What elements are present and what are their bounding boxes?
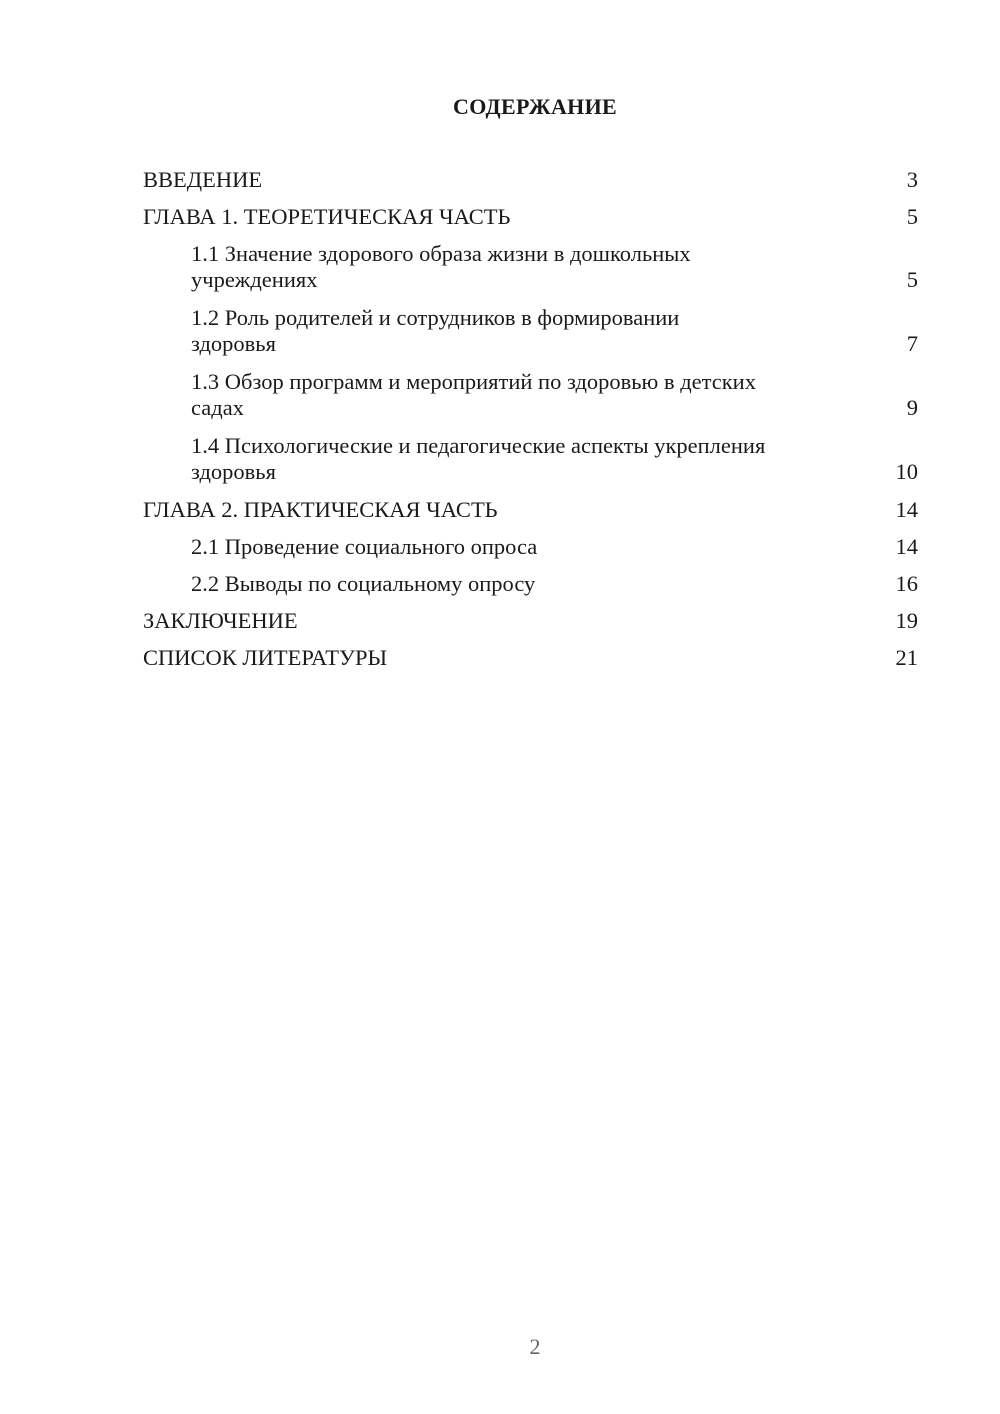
toc-entry-page: 5	[906, 204, 918, 229]
toc-entry-text: ЗАКЛЮЧЕНИЕ	[143, 608, 298, 633]
toc-entry-page: 9	[906, 395, 918, 420]
toc-entry-text: 1.3 Обзор программ и мероприятий по здоровью в детских садах	[191, 369, 756, 420]
toc-entry-page: 7	[906, 331, 918, 356]
toc-entry-page: 5	[906, 267, 918, 292]
toc-entry-page: 16	[895, 571, 918, 596]
toc-entry-chapter-2[interactable]	[143, 497, 918, 534]
table-of-contents	[143, 167, 918, 682]
toc-entry-text: 1.1 Значение здорового образа жизни в дошкольных учреждениях	[191, 241, 691, 292]
toc-entry-section-1-2[interactable]	[143, 305, 918, 369]
toc-entry-section-2-2[interactable]	[143, 571, 918, 608]
toc-entry-conclusion[interactable]	[143, 608, 918, 645]
toc-entry-text: ВВЕДЕНИЕ	[143, 167, 263, 192]
toc-entry-text: ГЛАВА 1. ТЕОРЕТИЧЕСКАЯ ЧАСТЬ	[143, 204, 511, 229]
toc-entry-section-2-1[interactable]	[143, 534, 918, 571]
toc-entry-text: ГЛАВА 2. ПРАКТИЧЕСКАЯ ЧАСТЬ	[143, 497, 498, 522]
toc-entry-page: 19	[895, 608, 918, 633]
toc-entry-references[interactable]	[143, 645, 918, 682]
toc-entry-page: 21	[895, 645, 918, 670]
toc-entry-text: 2.2 Выводы по социальному опросу	[191, 571, 536, 596]
toc-entry-chapter-1[interactable]	[143, 204, 918, 241]
toc-entry-text: 1.4 Психологические и педагогические аспекты укрепления здоровья	[191, 433, 766, 484]
toc-entry-text: 2.1 Проведение социального опроса	[191, 534, 538, 559]
toc-entry-introduction[interactable]	[143, 167, 918, 204]
toc-entry-section-1-3[interactable]	[143, 369, 918, 433]
page-number: 2	[529, 1334, 541, 1359]
toc-entry-text: СПИСОК ЛИТЕРАТУРЫ	[143, 645, 388, 670]
toc-entry-text: 1.2 Роль родителей и сотрудников в формировании здоровья	[191, 305, 680, 356]
toc-entry-page: 3	[906, 167, 918, 192]
page-title: СОДЕРЖАНИЕ	[453, 94, 617, 119]
toc-entry-page: 14	[895, 534, 918, 559]
toc-entry-page: 14	[895, 497, 918, 522]
toc-entry-section-1-1[interactable]	[143, 241, 918, 305]
toc-entry-page: 10	[895, 459, 918, 484]
toc-entry-section-1-4[interactable]	[143, 433, 918, 497]
